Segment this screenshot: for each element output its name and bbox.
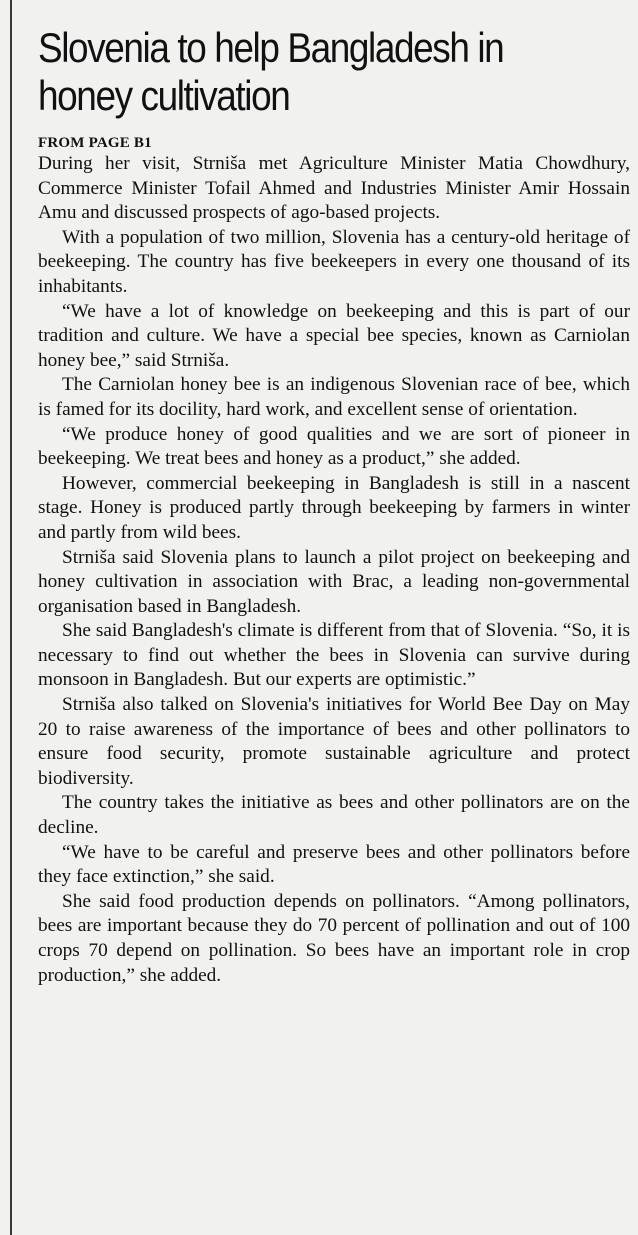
article-paragraph: The country takes the initiative as bees and other pollinators are on the decline. (38, 792, 630, 839)
article-paragraph: She said food production depends on pollinators. “Among pollinators, bees are important because they do 70 percent of pollination and out of 100 crops 70 depend on pollination. So bees have an important role in crop production,” she added. (38, 890, 630, 986)
article-paragraph: She said Bangladesh's climate is different from that of Slovenia. “So, it is necessary to find out whether the bees in Slovenia can survive during monsoon in Bangladesh. But our experts are optimistic.” (38, 620, 630, 691)
article-paragraph: The Carniolan honey bee is an indigenous Slovenian race of bee, which is famed for its docility, hard work, and excellent sense of orientation. (38, 374, 630, 420)
continuation-kicker: FROM PAGE B1 (38, 135, 152, 151)
article-paragraph: Strniša also talked on Slovenia's initiatives for World Bee Day on May 20 to raise awareness of the importance of bees and other pollinators to ensure food security, promote sustainable agriculture and protect biodiversity. (38, 694, 630, 789)
news-article (38, 24, 630, 988)
article-paragraph: Strniša said Slovenia plans to launch a pilot project on beekeeping and honey cultivation in association with Brac, a leading non-governmental organisation based in Bangladesh. (38, 546, 630, 617)
column-divider-rule (10, 0, 12, 1235)
article-body (38, 152, 630, 988)
article-paragraph: However, commercial beekeeping in Bangladesh is still in a nascent stage. Honey is produced partly through beekeeping by farmers in winter and partly from wild bees. (38, 472, 630, 543)
article-paragraph: “We have a lot of knowledge on beekeeping and this is part of our tradition and culture. We have a special bee species, known as Carniolan honey bee,” said Strniša. (38, 300, 630, 371)
article-paragraph: “We produce honey of good qualities and we are sort of pioneer in beekeeping. We treat bees and honey as a product,” she added. (38, 423, 630, 470)
article-paragraph: With a population of two million, Slovenia has a century-old heritage of beekeeping. The country has five beekeepers in every one thousand of its inhabitants. (38, 226, 630, 297)
article-paragraph: During her visit, Strniša met Agriculture Minister Matia Chowdhury, Commerce Minister Tofail Ahmed and Industries Minister Amir Hossain Amu and discussed prospects of ago-based projects. (38, 153, 630, 224)
article-paragraph: “We have to be careful and preserve bees and other pollinators before they face extinction,” she said. (38, 841, 630, 888)
article-headline: Slovenia to help Bangladesh in honey cultivation (38, 24, 504, 119)
